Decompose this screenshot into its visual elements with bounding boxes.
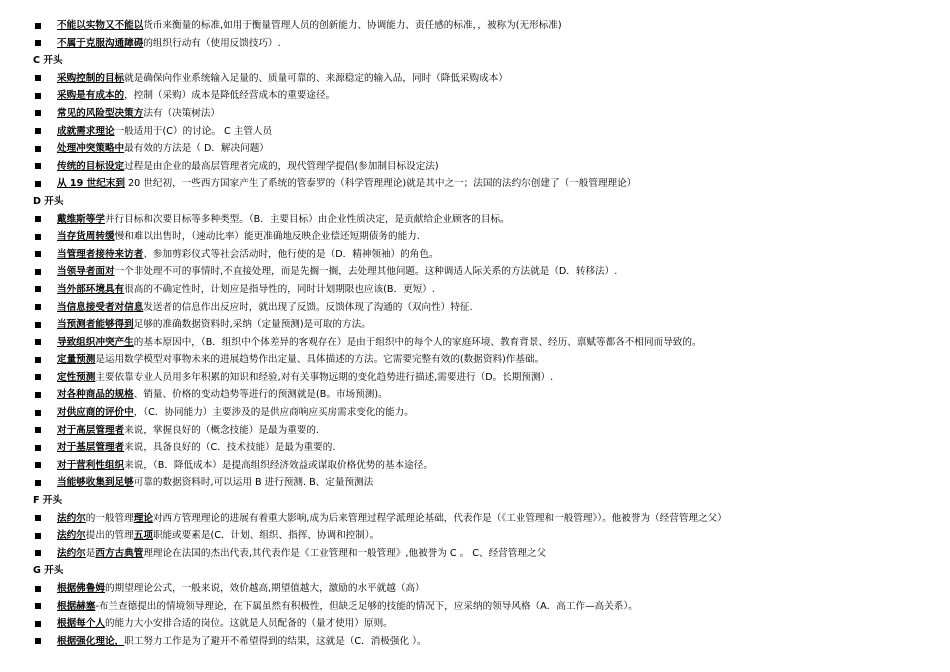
item-text: 来说，（B．降低成本）是提高组织经济效益或谋取价格优势的基本途径。 bbox=[124, 459, 433, 471]
item-text: F 开头 bbox=[33, 495, 63, 507]
keyword-text: 根据佛鲁姆 bbox=[57, 583, 105, 594]
bullet-icon bbox=[35, 93, 41, 99]
bullet-icon bbox=[35, 638, 41, 644]
keyword-text: 当预测者能够得到 bbox=[57, 319, 134, 331]
keyword-text: 定性预测 bbox=[57, 371, 96, 383]
keyword-text: 根据强化理论， bbox=[57, 635, 125, 647]
bullet-icon bbox=[35, 146, 41, 152]
section-heading bbox=[0, 562, 950, 580]
keyword-text: 对于营利性组织 bbox=[57, 459, 125, 471]
keyword-text: 从 19 世纪末到 bbox=[57, 178, 125, 190]
list-item bbox=[0, 457, 950, 475]
bullet-icon bbox=[35, 586, 41, 592]
item-text: 来说，掌握良好的（概念技能）是最为重要的. bbox=[124, 424, 320, 436]
keyword-text: 当能够收集到足够 bbox=[57, 477, 134, 489]
list-item bbox=[0, 70, 950, 88]
bullet-icon bbox=[35, 23, 41, 29]
item-text: 最有效的方法是（ D．解决问题） bbox=[124, 143, 269, 155]
item-text: 可靠的数据资料时,可以运用 B 进行预测. B、定量预测法 bbox=[133, 477, 374, 489]
item-text: 提出的管理 bbox=[85, 530, 134, 542]
list-item bbox=[0, 369, 950, 387]
item-text: 就是确保向作业系统输入足量的、质量可靠的、来源稳定的输入品，同时（降低采购成本） bbox=[124, 72, 508, 84]
keyword-text: 传统的目标设定 bbox=[57, 160, 125, 172]
keyword-text: 对于基层管理者 bbox=[57, 442, 125, 454]
list-item bbox=[0, 140, 950, 158]
keyword-text: 处理冲突策略中 bbox=[57, 143, 125, 155]
bullet-icon bbox=[35, 181, 41, 187]
list-item bbox=[0, 334, 950, 352]
item-text: 一个非处理不可的事情时,不直接处理，而是先搁一搁，去处理其他问题。这种调适人际关系的方法就是（D．转移法）. bbox=[114, 266, 618, 278]
bullet-icon bbox=[35, 374, 41, 380]
list-item bbox=[0, 439, 950, 457]
item-text: C 开头 bbox=[33, 55, 63, 67]
item-text: -布兰查德提出的情境领导理论，在下属虽然有积极性，但缺乏足够的技能的情况下，应采纳的领导风格（A．高工作—高关系）。 bbox=[95, 600, 638, 612]
item-text: ，控制（采购）成本是降低经营成本的重要途径。 bbox=[124, 90, 336, 102]
item-text: 来说，具备良好的（C．技术技能）是最为重要的. bbox=[124, 442, 336, 454]
list-item bbox=[0, 633, 950, 651]
bullet-icon bbox=[35, 234, 41, 240]
bullet-icon bbox=[35, 216, 41, 222]
item-text: 法有（决策树法） bbox=[143, 107, 221, 119]
item-text: 的组织行动有（使用反馈技巧）. bbox=[143, 37, 281, 49]
bullet-icon bbox=[35, 339, 41, 345]
keyword-text: 导致组织冲突产生 bbox=[57, 336, 134, 348]
keyword-text: 当存货周转缓 bbox=[57, 231, 115, 243]
item-text: 、销量、价格的变动趋势等进行的预测就是(B。市场预测)。 bbox=[133, 389, 388, 401]
item-text: 并行目标和次要目标等多种类型。（B．主要目标）由企业性质决定，是贡献给企业顾客的目标。 bbox=[104, 213, 510, 225]
item-text: 是运用数学模型对事物未来的进展趋势作出定量、具体描述的方法。它需要完整有效的(数据资料)作基础。 bbox=[95, 354, 545, 366]
list-item bbox=[0, 510, 950, 528]
keyword-text: 法约尔 bbox=[57, 530, 86, 542]
list-item bbox=[0, 17, 950, 35]
bullet-icon bbox=[35, 357, 41, 363]
list-item bbox=[0, 246, 950, 264]
keyword-text: 根据每个人 bbox=[57, 618, 105, 630]
keyword-text: 当领导者面对 bbox=[57, 266, 115, 278]
list-item bbox=[0, 404, 950, 422]
document-body bbox=[0, 17, 950, 650]
bullet-icon bbox=[35, 410, 41, 416]
list-item bbox=[0, 123, 950, 141]
keyword-text: 理论 bbox=[133, 512, 153, 524]
list-item bbox=[0, 580, 950, 598]
list-item bbox=[0, 35, 950, 53]
list-item bbox=[0, 228, 950, 246]
item-text: 货币来衡量的标准,如用于衡量管理人员的创新能力、协调能力、责任感的标准，，被称为(无形标准) bbox=[143, 20, 562, 31]
keyword-text: 对各种商品的规格 bbox=[57, 389, 134, 401]
item-text: 是 bbox=[85, 547, 96, 559]
list-item bbox=[0, 316, 950, 334]
keyword-text: 采购是有成本的 bbox=[57, 90, 125, 102]
list-item bbox=[0, 386, 950, 404]
bullet-icon bbox=[35, 40, 41, 46]
list-item bbox=[0, 474, 950, 492]
item-text: ，（C．协同能力）主要涉及的是供应商响应买房需求变化的能力。 bbox=[133, 407, 414, 419]
item-text: D 开头 bbox=[33, 195, 64, 207]
item-text: 的期望理论公式，一般来说，效价越高,期望值越大，激励的水平就越（高） bbox=[104, 583, 425, 594]
keyword-text: 不能以实物又不能以 bbox=[57, 20, 144, 31]
list-item bbox=[0, 211, 950, 229]
item-text: 发送者的信息作出反应时，就出现了反馈。反馈体现了沟通的（双向性）特征. bbox=[143, 301, 473, 313]
bullet-icon bbox=[35, 427, 41, 433]
list-item bbox=[0, 615, 950, 633]
bullet-icon bbox=[35, 515, 41, 521]
bullet-icon bbox=[35, 480, 41, 486]
bullet-icon bbox=[35, 462, 41, 468]
list-item bbox=[0, 598, 950, 616]
item-text: 足够的准确数据资料时,采纳（定量预测)是可取的方法。 bbox=[133, 319, 371, 331]
list-item bbox=[0, 351, 950, 369]
bullet-icon bbox=[35, 110, 41, 116]
bullet-icon bbox=[35, 75, 41, 81]
keyword-text: 采购控制的目标 bbox=[57, 72, 125, 84]
keyword-text: 对于高层管理者 bbox=[57, 424, 125, 436]
keyword-text: 戴维斯等学 bbox=[57, 213, 105, 225]
keyword-text: 法约尔 bbox=[57, 512, 86, 524]
section-heading bbox=[0, 492, 950, 510]
keyword-text: 不属于克服沟通障碍 bbox=[57, 37, 144, 49]
item-text: 、参加剪彩仪式等社会活动时，他行使的是（D．精神领袖）的角色。 bbox=[143, 248, 439, 260]
item-text: 的基本原因中，（B．组织中个体差异的客观存在）是由于组织中的每个人的家庭环境、教育背景、经历、禀赋等都各不相同而导致的。 bbox=[133, 336, 702, 348]
list-item bbox=[0, 422, 950, 440]
bullet-icon bbox=[35, 128, 41, 134]
bullet-icon bbox=[35, 286, 41, 292]
item-text: G 开头 bbox=[33, 565, 64, 577]
item-text: 职工努力工作是为了避开不希望得到的结果，这就是（C．消极强化 ）。 bbox=[124, 635, 427, 647]
bullet-icon bbox=[35, 445, 41, 451]
list-item bbox=[0, 545, 950, 563]
keyword-text: 西方古典管 bbox=[95, 547, 144, 559]
keyword-text: 根据赫塞 bbox=[57, 600, 96, 612]
list-item bbox=[0, 175, 950, 193]
item-text: 对西方管理理论的进展有着重大影响,成为后来管理过程学派理论基础，代表作是（《工业管理和一般管理》）。他被誉为（经营管理之父） bbox=[152, 512, 727, 524]
list-item bbox=[0, 105, 950, 123]
item-text: 的一般管理 bbox=[85, 512, 134, 524]
keyword-text: 定量预测 bbox=[57, 354, 96, 366]
list-item bbox=[0, 527, 950, 545]
keyword-text: 当外部环境具有 bbox=[57, 283, 125, 295]
list-item bbox=[0, 158, 950, 176]
bullet-icon bbox=[35, 251, 41, 257]
list-item bbox=[0, 87, 950, 105]
bullet-icon bbox=[35, 621, 41, 627]
bullet-icon bbox=[35, 269, 41, 275]
keyword-text: 成就需求理论 bbox=[57, 125, 115, 137]
item-text: 很高的不确定性时，计划应是指导性的，同时计划期限也应该(B．更短）. bbox=[124, 283, 435, 295]
bullet-icon bbox=[35, 550, 41, 556]
item-text: 职能或要素是(C．计划、组织、指挥、协调和控制）。 bbox=[152, 530, 380, 542]
list-item bbox=[0, 281, 950, 299]
bullet-icon bbox=[35, 603, 41, 609]
keyword-text: 当管理者接待来访者 bbox=[57, 248, 144, 260]
item-text: 过程是由企业的最高层管理者完成的，现代管理学提倡(参加制目标设定法) bbox=[124, 160, 439, 172]
keyword-text: 当信息接受者对信息 bbox=[57, 301, 144, 313]
keyword-text: 对供应商的评价中 bbox=[57, 407, 134, 419]
bullet-icon bbox=[35, 304, 41, 310]
section-heading bbox=[0, 193, 950, 211]
bullet-icon bbox=[35, 533, 41, 539]
keyword-text: 五项 bbox=[133, 530, 153, 542]
keyword-text: 法约尔 bbox=[57, 547, 86, 559]
section-heading bbox=[0, 52, 950, 70]
item-text: 慢和难以出售时，（速动比率）能更准确地反映企业偿还短期债务的能力. bbox=[114, 231, 420, 243]
item-text: 一般适用于(C）的讨论。 C 主管人员 bbox=[114, 125, 273, 137]
bullet-icon bbox=[35, 163, 41, 169]
item-text: 20 世纪初，一些西方国家产生了系统的管泰罗的（科学管理理论)就是其中之一；法国的法约尔创建了（一般管理理论） bbox=[125, 178, 637, 190]
item-text: 的能力大小安排合适的岗位。这就是人员配备的（量才使用）原则。 bbox=[104, 618, 393, 630]
list-item bbox=[0, 299, 950, 317]
bullet-icon bbox=[35, 392, 41, 398]
list-item bbox=[0, 263, 950, 281]
item-text: 主要依靠专业人员用多年积累的知识和经验,对有关事物远期的变化趋势进行描述,需要进行（D。长期预测）. bbox=[95, 371, 554, 383]
bullet-icon bbox=[35, 322, 41, 328]
keyword-text: 常见的风险型决策方 bbox=[57, 107, 144, 119]
item-text: 理理论在法国的杰出代表,其代表作是《工业管理和一般管理》,他被誉为 C 。 C、经营管理之父 bbox=[143, 547, 547, 559]
